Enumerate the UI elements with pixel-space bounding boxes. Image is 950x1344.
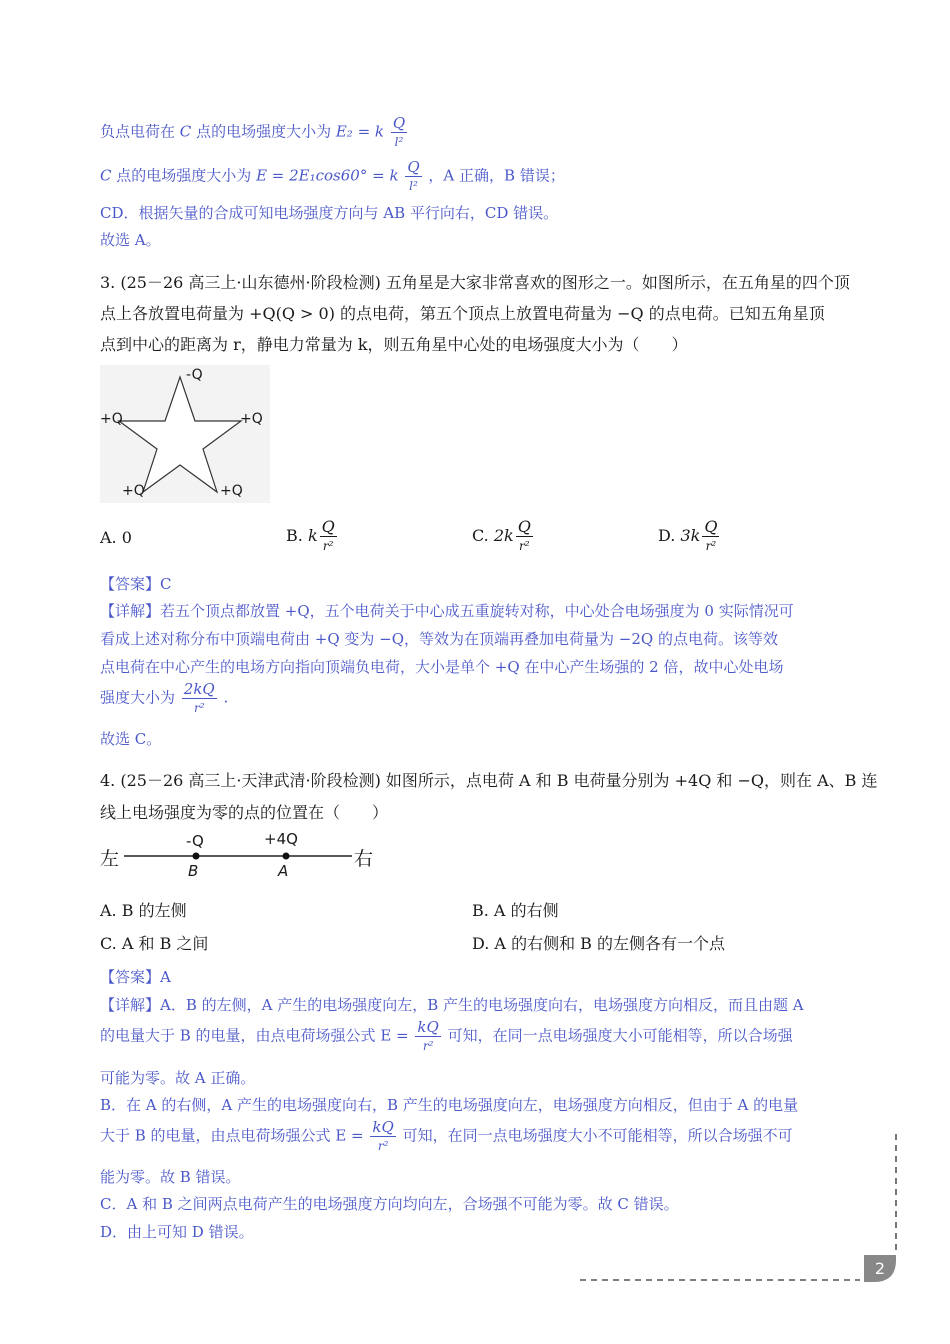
star-label-bottom-left: +Q bbox=[122, 483, 145, 499]
star-label-bottom-right: +Q bbox=[220, 483, 243, 499]
charge-line-figure bbox=[100, 828, 390, 884]
q4-detail-1: 【详解】A．B 的左侧，A 产生的电场强度向左，B 产生的电场强度向右，电场强度方向相反，而且由题 A bbox=[100, 996, 804, 1014]
fraction: $\frac{Q}{\text{r²}}$ bbox=[704, 517, 718, 553]
q4-detail-3: 可能为零。故 A 正确。 bbox=[100, 1069, 256, 1087]
q3-stem-line-3: 点到中心的距离为 r，静电力常量为 k，则五角星中心处的电场强度大小为（ ） bbox=[100, 335, 688, 354]
q4-option-b: B. A 的右侧 bbox=[472, 901, 559, 920]
q4-detail-4: B．在 A 的右侧，A 产生的电场强度向右，B 产生的电场强度向左，电场强度方向相反，但由于 A 的电量 bbox=[100, 1096, 799, 1114]
fraction: $\frac{kQ}{\text{r²}}$ bbox=[372, 1118, 394, 1153]
q4-detail-2: 的电量大于 B 的电量，由点电荷场强公式 E = $\frac{kQ}{\text{r²}}$ 可知，在同一点电场强度大小可能相等，所以合场强 bbox=[100, 1018, 793, 1053]
point-b-label: B bbox=[188, 862, 199, 880]
q3-answer: 【答案】C bbox=[100, 575, 172, 593]
q3-stem-line-1: 3. (25－26 高三上·山东德州·阶段检测) 五角星是大家非常喜欢的图形之一。如图所示，在五角星的四个顶 bbox=[100, 273, 850, 292]
fraction: $\frac{Q}{\text{l²}}$ bbox=[407, 158, 420, 193]
star-label-left: +Q bbox=[100, 411, 123, 427]
charge-b-label: -Q bbox=[186, 832, 204, 850]
page-corner-decoration bbox=[570, 1130, 910, 1290]
q4-option-a: A. B 的左侧 bbox=[100, 901, 187, 920]
solution-line-3: CD．根据矢量的合成可知电场强度方向与 AB 平行向右，CD 错误。 bbox=[100, 204, 559, 222]
q4-answer: 【答案】A bbox=[100, 968, 171, 986]
q3-detail-2: 看成上述对称分布中顶端电荷由 +Q 变为 −Q，等效为在顶端再叠加电荷量为 −2Q 的点电荷。该等效 bbox=[100, 630, 778, 648]
q4-detail-5: 大于 B 的电量，由点电荷场强公式 E = $\frac{kQ}{\text{r²}}$ 可知，在同一点电场强度大小不可能相等，所以合场强不可 bbox=[100, 1118, 793, 1153]
q4-detail-7: C．A 和 B 之间两点电荷产生的电场强度方向均向左，合场强不可能为零。故 C 错误。 bbox=[100, 1195, 679, 1213]
q3-detail-1: 【详解】若五个顶点都放置 +Q，五个电荷关于中心成五重旋转对称，中心处合电场强度为 0 实际情况可 bbox=[100, 602, 794, 620]
q4-option-c: C. A 和 B 之间 bbox=[100, 934, 209, 953]
q4-stem-line-1: 4. (25－26 高三上·天津武清·阶段检测) 如图所示，点电荷 A 和 B 电荷量分别为 +4Q 和 −Q，则在 A、B 连 bbox=[100, 771, 878, 790]
q3-option-a: A. 0 bbox=[100, 528, 132, 547]
q3-detail-4: 强度大小为 $\frac{2kQ}{\text{r²}}$ . bbox=[100, 680, 229, 715]
q3-stem-line-2: 点上各放置电荷量为 +Q(Q > 0) 的点电荷，第五个顶点上放置电荷量为 −Q 的点电荷。已知五角星顶 bbox=[100, 304, 825, 323]
star-figure bbox=[100, 365, 270, 503]
q3-detail-3: 点电荷在中心产生的电场方向指向顶端负电荷，大小是单个 +Q 在中心产生场强的 2 倍，故中心处电场 bbox=[100, 658, 784, 676]
q3-option-b: B. k $\frac{Q}{\text{r²}}$ bbox=[286, 517, 335, 553]
solution-line-1: 负点电荷在 C 点的电场强度大小为 E₂ = k $\frac{Q}{\text{l²}}$ bbox=[100, 114, 406, 149]
q3-detail-5: 故选 C。 bbox=[100, 730, 162, 748]
q4-detail-6: 能为零。故 B 错误。 bbox=[100, 1168, 241, 1186]
label-right: 右 bbox=[354, 848, 374, 870]
solution-line-4: 故选 A。 bbox=[100, 231, 161, 249]
fraction: $\frac{Q}{\text{r²}}$ bbox=[321, 517, 335, 553]
star-label-top: -Q bbox=[186, 367, 203, 383]
q4-stem-line-2: 线上电场强度为零的点的位置在（ ） bbox=[100, 803, 389, 822]
fraction: $\frac{Q}{\text{l²}}$ bbox=[392, 114, 406, 149]
q4-option-d: D. A 的右侧和 B 的左侧各有一个点 bbox=[472, 934, 726, 953]
label-left: 左 bbox=[100, 848, 120, 870]
q3-option-c: C. 2k $\frac{Q}{\text{r²}}$ bbox=[472, 517, 531, 553]
solution-line-2: C 点的电场强度大小为 E = 2E₁cos60° = k $\frac{Q}{\text{l²}}$ ，A 正确，B 错误； bbox=[100, 158, 565, 193]
q4-detail-8: D．由上可知 D 错误。 bbox=[100, 1223, 254, 1241]
fraction: $\frac{Q}{\text{r²}}$ bbox=[517, 517, 531, 553]
q3-option-d: D. 3k $\frac{Q}{\text{r²}}$ bbox=[658, 517, 718, 553]
charge-a-label: +4Q bbox=[264, 830, 298, 848]
page-number: 2 bbox=[874, 1259, 886, 1278]
fraction: $\frac{2kQ}{\text{r²}}$ bbox=[183, 680, 215, 715]
fraction: $\frac{kQ}{\text{r²}}$ bbox=[417, 1018, 439, 1053]
charge-line bbox=[100, 828, 390, 884]
point-a-label: A bbox=[278, 862, 289, 880]
star-label-right: +Q bbox=[240, 411, 263, 427]
